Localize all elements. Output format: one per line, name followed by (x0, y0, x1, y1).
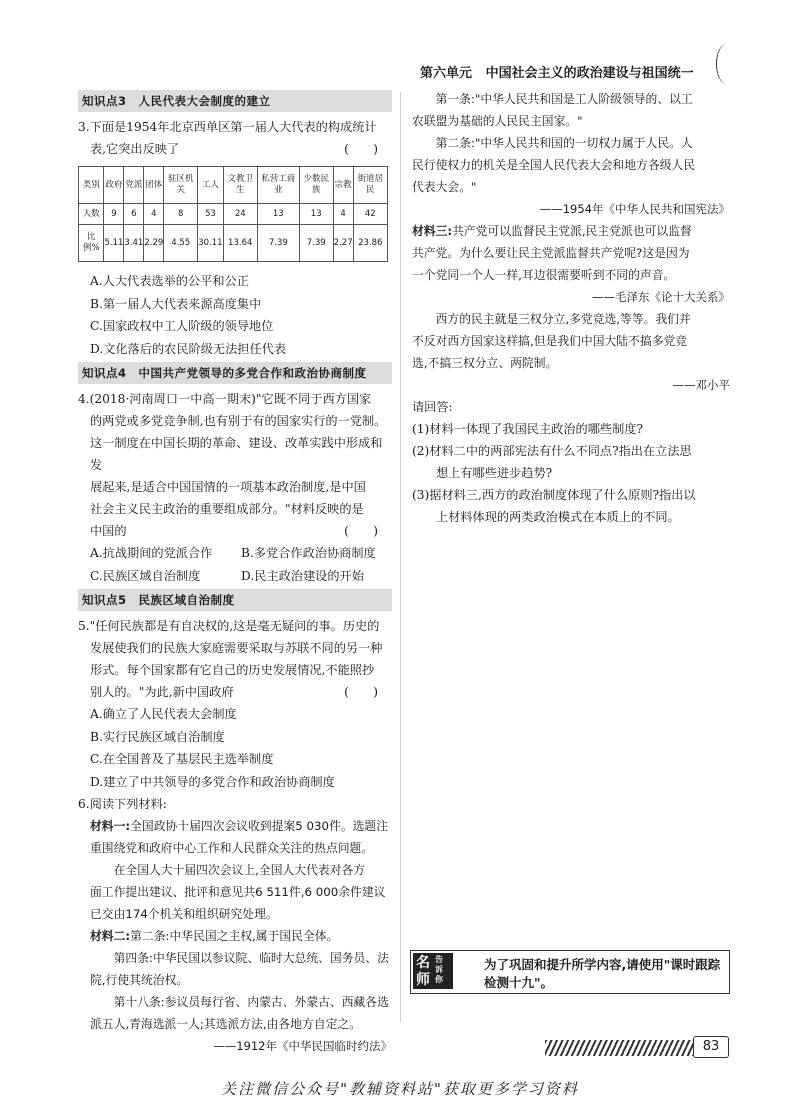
material-2-citation: ——1912年《中华民国临时约法》 (213, 1039, 392, 1053)
q6-material-1-p2: 在全国人大十届四次会议上,全国人大代表对各方 (113, 863, 366, 877)
q3-option-b[interactable]: B.第一届人大代表来源高度集中 (90, 296, 262, 311)
q6-stem: 6.阅读下列材料: (78, 797, 167, 811)
q6-material-1 (78, 815, 392, 837)
material-3-deng-line: 选,不搞三权分立、两院制。 (412, 356, 558, 370)
table-cell: 7.39 (299, 225, 333, 262)
table-cell: 驻区机关 (164, 167, 198, 204)
table-cell: 人数 (79, 204, 104, 225)
table-cell: 类别 (79, 167, 104, 204)
q3-option-d[interactable]: D.文化落后的农民阶级无法担任代表 (90, 341, 287, 356)
material-1-label: 材料一: (90, 819, 131, 833)
table-row (79, 167, 388, 204)
table-cell: 2.27 (333, 225, 353, 262)
table-cell: 5.11 (104, 225, 124, 262)
q3-stats-table (78, 166, 388, 262)
table-cell: 宗教 (333, 167, 353, 204)
article-2: 第二条:"中华人民共和国的一切权力属于人民。人 (435, 136, 693, 150)
q4-option-d[interactable]: D.民主政治建设的开始 (241, 568, 364, 583)
material-2-text: 第二条:中华民国之主权,属于国民全体。 (130, 929, 339, 943)
footer-watermark: 关注微信公众号"教辅资料站"获取更多学习资料 (221, 1080, 579, 1098)
article-2-end: 代表大会。" (412, 180, 477, 194)
q6-material-2 (78, 925, 392, 947)
material-3-line: 共产党。为什么要让民主党派监督共产党呢?这是因为 (412, 246, 690, 260)
table-cell: 13 (257, 204, 299, 225)
knowledge-point-4: 知识点4 中国共产党领导的多党合作和政治协商制度 (78, 362, 392, 384)
table-cell: 3.41 (124, 225, 144, 262)
article-1-cont: 农联盟为基础的人民民主国家。" (412, 114, 583, 128)
q4-option-a[interactable]: A.抗战期间的党派合作 (90, 546, 213, 560)
table-cell: 13.64 (223, 225, 257, 262)
q3-option-c[interactable]: C.国家政权中工人阶级的领导地位 (90, 319, 274, 333)
q4-answer-paren[interactable]: ( ) (344, 524, 378, 538)
q6-material-2-p3b: 派五人,青海选派一人;其选派方法,由各地方自定之。 (90, 1017, 362, 1031)
teacher-tip-badge (413, 953, 453, 989)
table-cell: 30.11 (198, 225, 223, 262)
q4-line: 展起来,是适合中国国情的一项基本政治制度,是中国 (90, 480, 366, 494)
table-cell: 23.86 (353, 225, 387, 262)
q6-material-1-cont: 重围绕党和政府中心工作和人民群众关注的热点问题。 (90, 841, 374, 855)
right-column (412, 88, 730, 528)
table-cell: 13 (299, 204, 333, 225)
table-cell: 53 (198, 204, 223, 225)
article-2-cont: 民行使权力的机关是全国人民代表大会和地方各级人民 (412, 158, 696, 172)
sub-question-1: (1)材料一体现了我国民主政治的哪些制度? (412, 422, 643, 436)
sub-question-2-cont: 想上有哪些进步趋势? (436, 466, 553, 480)
q5-option-c[interactable]: C.在全国普及了基层民主选举制度 (90, 752, 274, 766)
left-column (78, 88, 392, 1057)
unit-label: 第六单元 (420, 66, 473, 81)
citation-deng: ——邓小平 (672, 378, 730, 392)
table-row (79, 204, 388, 225)
page-header (420, 62, 720, 81)
q5-line: 5."任何民族都是有自决权的,这是毫无疑问的事。历史的 (78, 619, 380, 633)
article-1: 第一条:"中华人民共和国是工人阶级领导的、以工 (435, 92, 693, 106)
badge-char-2: 师 (416, 972, 430, 988)
q4-options-row-1 (78, 542, 392, 565)
q3-stem-line2 (78, 138, 392, 160)
page-number: 83 (693, 1036, 729, 1058)
citation-mao: ——毛泽东《论十大关系》 (592, 290, 730, 304)
q6-material-2-p2: 第四条:中华民国以参议院、临时大总统、国务员、法 (113, 951, 389, 965)
sub-question-3-cont: 上材料体现的两类政治模式在本质上的不同。 (436, 510, 680, 524)
table-cell: 工人 (198, 167, 223, 204)
table-cell: 政府 (104, 167, 124, 204)
q3-option-a[interactable]: A.人大代表选举的公平和公正 (90, 274, 249, 288)
material-1-text: 全国政协十届四次会议收到提案5 030件。选题注 (130, 819, 389, 833)
q3-stem-text: 表,它突出反映了 (90, 142, 180, 156)
q4-line: 4.(2018·河南周口一中高一期末)"它既不同于西方国家 (78, 392, 372, 406)
table-cell: 42 (353, 204, 387, 225)
material-3-text: 共产党可以监督民主党派,民主党派也可以监督 (452, 224, 692, 238)
table-cell: 比例% (79, 225, 104, 262)
answer-prompt: 请回答: (412, 400, 453, 414)
q4-line: 这一制度在中国长期的革命、建设、改革实践中形成和发 (90, 436, 383, 472)
header-bracket (716, 44, 737, 84)
knowledge-point-3: 知识点3 人民代表大会制度的建立 (78, 90, 392, 112)
q5-line-last (78, 681, 392, 703)
citation-1954-constitution: ——1954年《中华人民共和国宪法》 (539, 202, 730, 216)
q6-material-2-p2b: 院,行使其统治权。 (90, 973, 189, 987)
q4-line: 社会主义民主政治的重要组成部分。"材料反映的是 (90, 502, 364, 516)
q4-option-b[interactable]: B.多党合作政治协商制度 (241, 546, 376, 560)
knowledge-point-5: 知识点5 民族区域自治制度 (78, 589, 392, 611)
q5-option-d[interactable]: D.建立了中共领导的多党合作和政治协商制度 (90, 774, 335, 789)
column-divider (400, 92, 401, 1022)
q4-line: 的两党或多党竞争制,也有别于有的国家实行的一党制。 (90, 414, 387, 428)
material-3-line: 一个党同一个人一样,耳边很需要听到不同的声音。 (412, 268, 676, 282)
q4-stem-end: 中国的 (90, 524, 127, 538)
table-cell: 4.55 (164, 225, 198, 262)
table-cell: 4 (144, 204, 164, 225)
table-cell: 党派 (124, 167, 144, 204)
material-3-deng-line: 不反对西方国家这样搞,但是我们中国大陆不搞多党竞 (412, 334, 688, 348)
q6-material-1-p2c: 已交由174个机关和组织研究处理。 (90, 907, 278, 921)
table-cell: 文教卫生 (223, 167, 257, 204)
q5-line: 形式。每个国家都有它自己的历史发展情况,不能照抄 (90, 663, 375, 677)
sub-question-3: (3)据材料三,西方的政治制度体现了什么原则?指出以 (412, 488, 696, 502)
sub-question-2: (2)材料二中的两部宪法有什么不同点?指出在立法思 (412, 444, 692, 458)
q4-line-last (78, 520, 392, 542)
table-cell: 私营工商业 (257, 167, 299, 204)
table-cell: 2.29 (144, 225, 164, 262)
q6-material-1-p2b: 面工作提出建议、批评和意见共6 511件,6 000余件建议 (90, 885, 386, 899)
table-row (79, 225, 388, 262)
material-2-label: 材料二: (90, 929, 131, 943)
q3-stem-line1: 3.下面是1954年北京西单区第一届人大代表的构成统计 (78, 120, 377, 134)
q5-line: 发展使我们的民族大家庭需要采取与苏联不同的另一种 (90, 641, 383, 655)
q5-option-a[interactable]: A.确立了人民代表大会制度 (90, 707, 237, 721)
page-number-bar (545, 1040, 695, 1056)
badge-subtext: 告诉你 (435, 955, 443, 984)
q4-options-row-2 (78, 565, 392, 588)
q3-answer-paren[interactable]: ( ) (344, 142, 378, 156)
material-3 (412, 220, 730, 242)
q5-option-b[interactable]: B.实行民族区域自治制度 (90, 729, 225, 744)
table-cell: 7.39 (257, 225, 299, 262)
unit-title: 中国社会主义的政治建设与祖国统一 (485, 66, 694, 81)
table-cell: 8 (164, 204, 198, 225)
table-cell: 24 (223, 204, 257, 225)
q4-option-c[interactable]: C.民族区域自治制度 (90, 568, 201, 583)
table-cell: 9 (104, 204, 124, 225)
badge-char-1: 名 (416, 955, 430, 971)
table-cell: 4 (333, 204, 353, 225)
table-cell: 街道居民 (353, 167, 387, 204)
teacher-tip-text: 为了巩固和提升所学内容,请使用"课时跟踪检测十九"。 (484, 957, 721, 990)
q6-material-2-p3: 第十八条:参议员每行省、内蒙古、外蒙古、西藏各选 (113, 995, 389, 1009)
q5-answer-paren[interactable]: ( ) (344, 685, 378, 699)
material-3-label: 材料三: (412, 224, 453, 238)
q5-stem-end: 别人的。"为此,新中国政府 (90, 685, 234, 699)
table-cell: 团体 (144, 167, 164, 204)
material-3-deng: 西方的民主就是三权分立,多党竞选,等等。我们并 (435, 312, 691, 326)
table-cell: 少数民族 (299, 167, 333, 204)
table-cell: 6 (124, 204, 144, 225)
